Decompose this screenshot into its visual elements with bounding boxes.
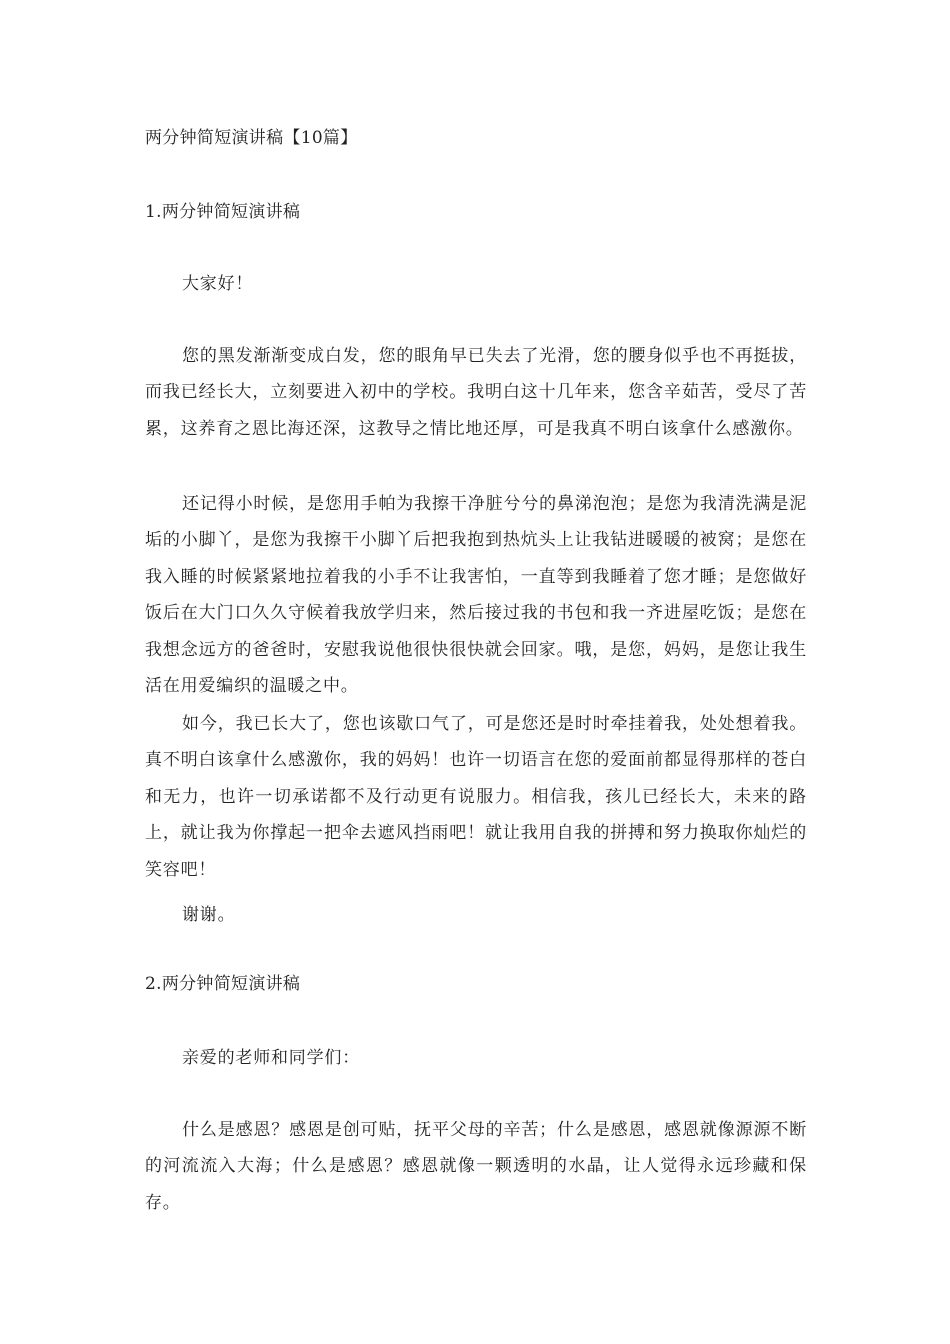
section-1-paragraph-2: 还记得小时候，是您用手帕为我擦干净脏兮兮的鼻涕泡泡；是您为我清洗满是泥垢的小脚丫，是您为我擦干小脚丫后把我抱到热炕头上让我钻进暖暖的被窝；是您在我入睡的时候紧紧地拉着我的小手不让我害怕，一直等到我睡着了您才睡；是您做好饭后在大门口久久守候着我放学归来，然后接过我的书包和我一齐进屋吃饭；是您在我想念远方的爸爸时，安慰我说他很快很快就会回家。哦，是您，妈妈，是您让我生活在用爱编织的温暖之中。 [145, 494, 807, 697]
section-1-paragraph-3: 如今，我已长大了，您也该歇口气了，可是您还是时时牵挂着我，处处想着我。真不明白该拿什么感激你，我的妈妈！也许一切语言在您的爱面前都显得那样的苍白和无力，也许一切承诺都不及行动更有说服力。相信我，孩儿已经长大，未来的路上，就让我为你撑起一把伞去遮风挡雨吧！就让我用自我的拼搏和努力换取你灿烂的笑容吧！ [145, 714, 807, 880]
section-1-paragraph-1: 您的黑发渐渐变成白发，您的眼角早已失去了光滑，您的腰身似乎也不再挺拔，而我已经长大，立刻要进入初中的学校。我明白这十几年来，您含辛茹苦，受尽了苦累，这养育之恩比海还深，这教导之情比地还厚，可是我真不明白该拿什么感激你。 [145, 346, 807, 439]
section-2-paragraph-1: 什么是感恩？感恩是创可贴，抚平父母的辛苦；什么是感恩，感恩就像源源不断的河流流入大海；什么是感恩？感恩就像一颗透明的水晶，让人觉得永远珍藏和保存。 [145, 1120, 807, 1213]
section-1-closing: 谢谢。 [182, 905, 236, 925]
section-heading-1: 1.两分钟简短演讲稿 [145, 202, 301, 222]
section-1-greeting: 大家好！ [182, 274, 254, 294]
section-2-greeting: 亲爱的老师和同学们： [182, 1048, 360, 1068]
document-title: 两分钟简短演讲稿【10篇】 [145, 128, 358, 148]
section-heading-2: 2.两分钟简短演讲稿 [145, 974, 301, 994]
